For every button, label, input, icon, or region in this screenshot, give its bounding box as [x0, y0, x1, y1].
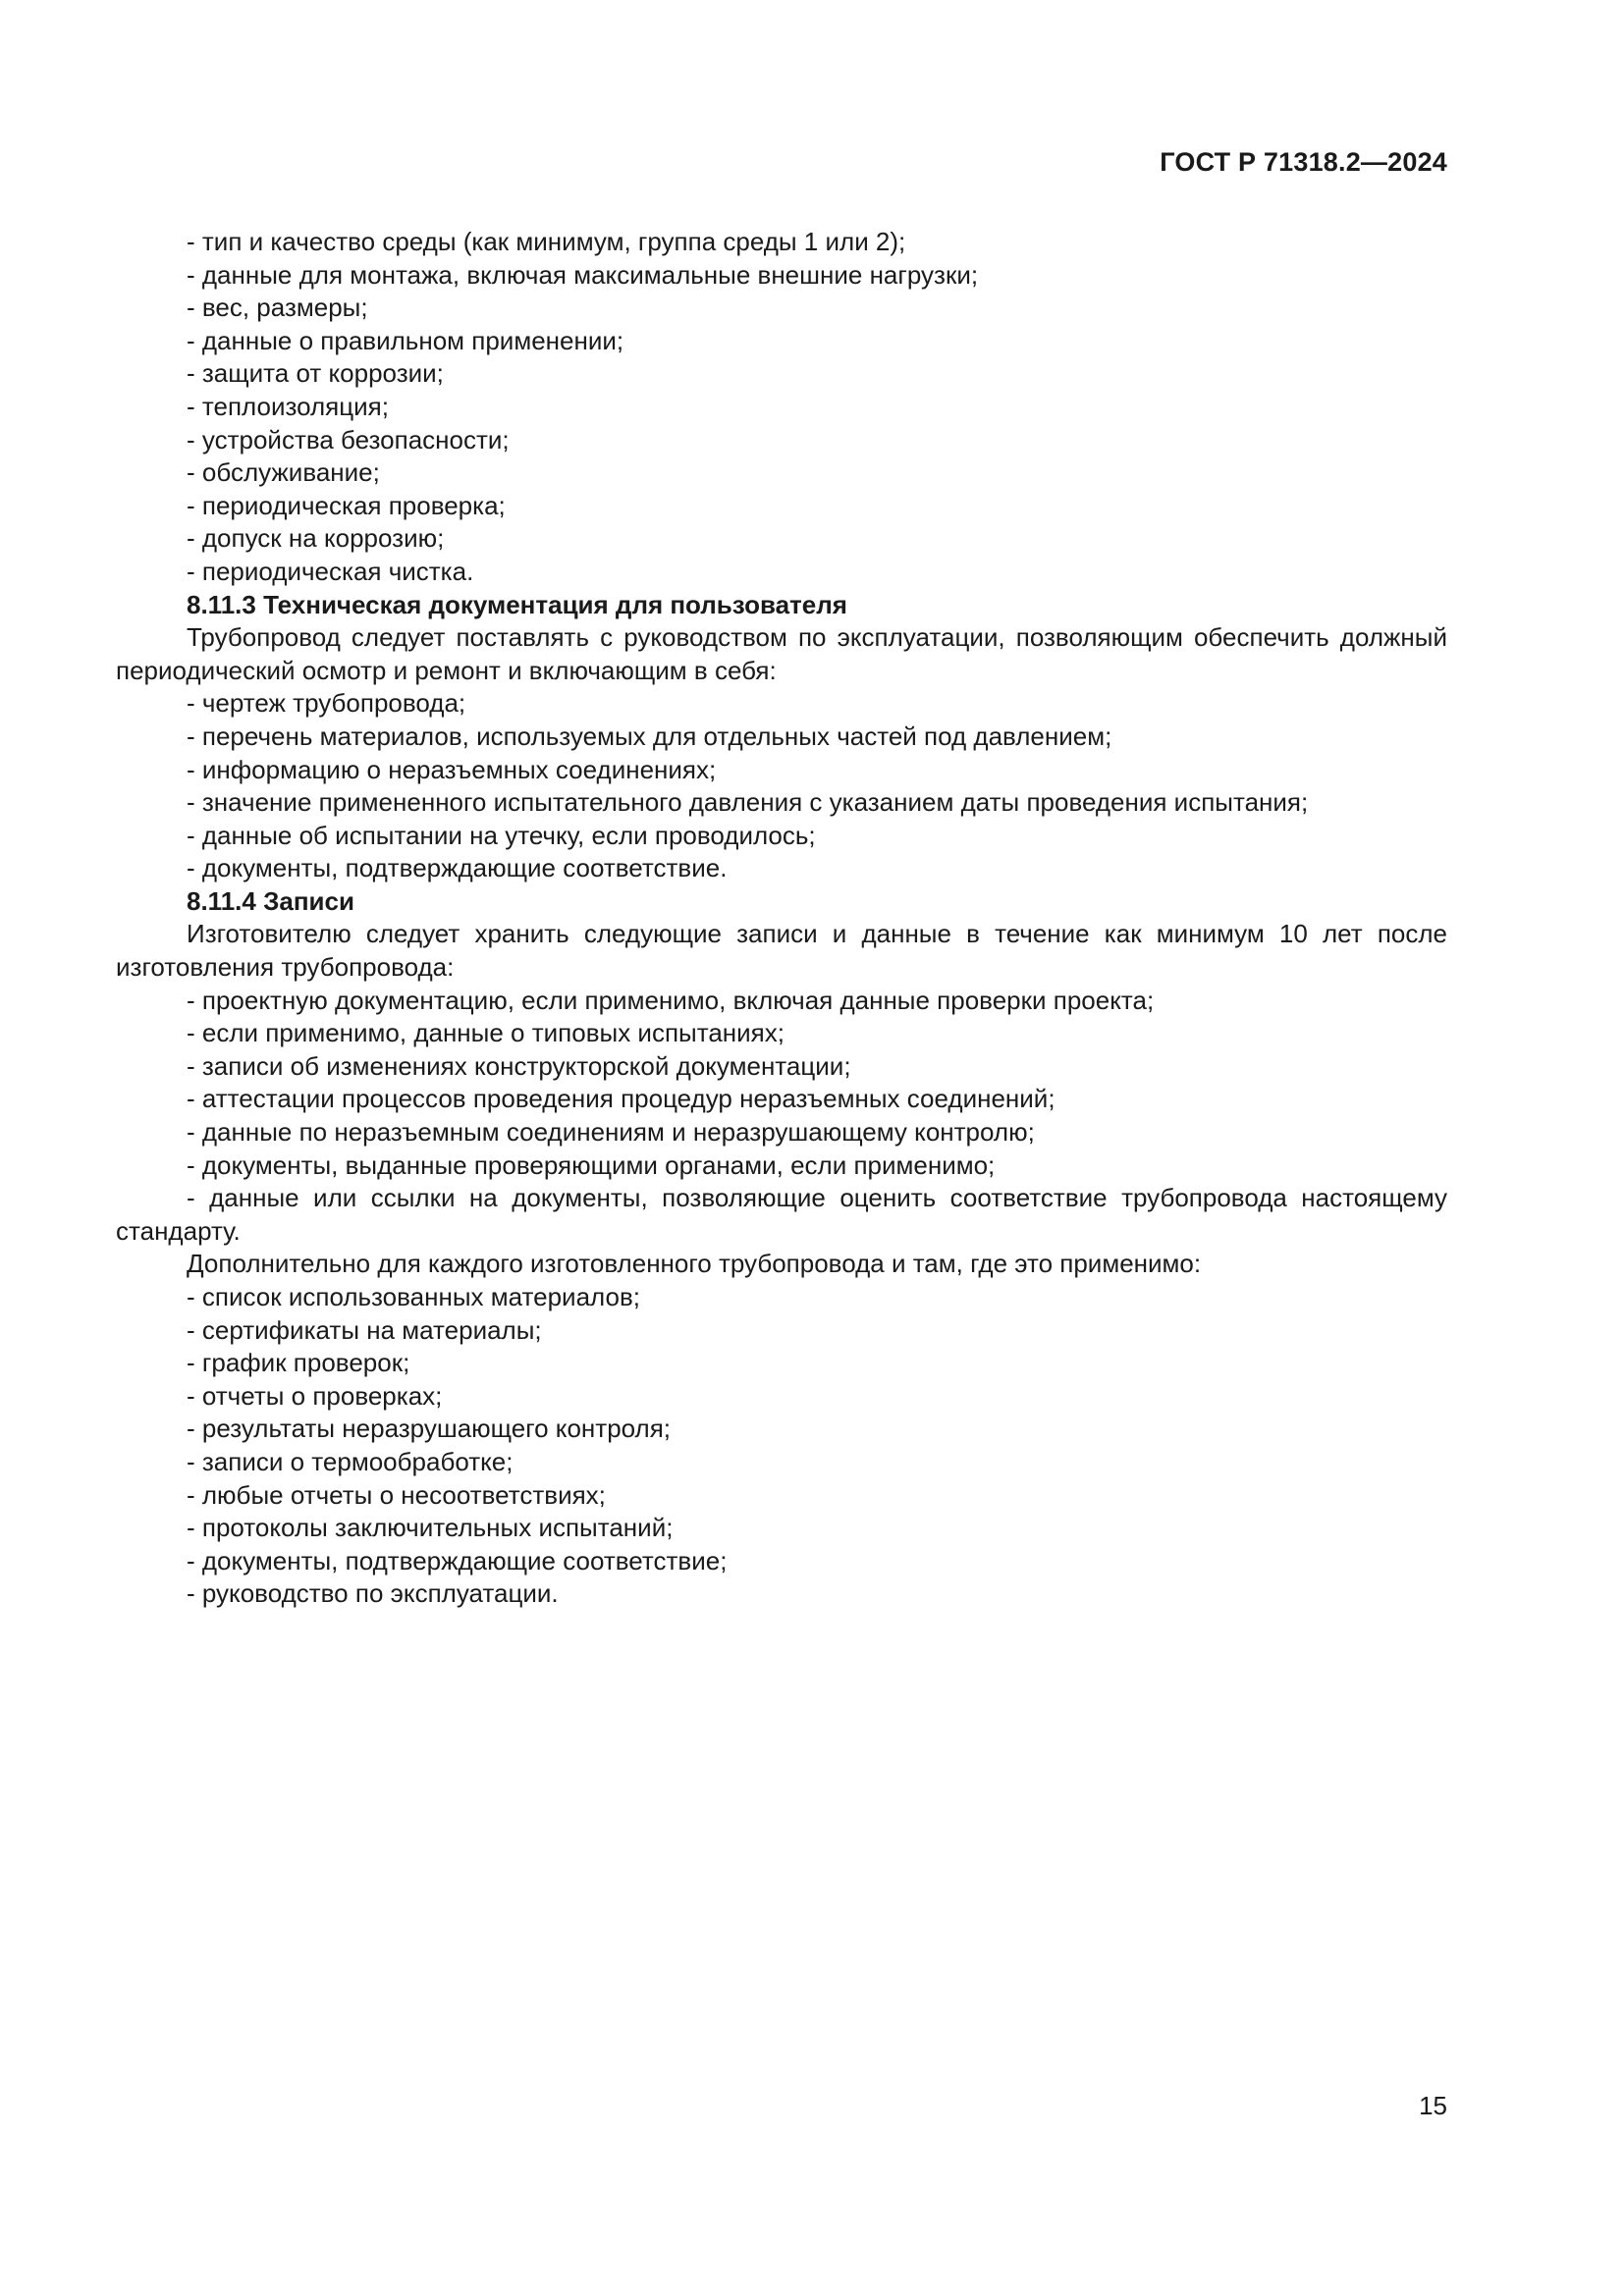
list-item: - любые отчеты о несоответствиях; [187, 1479, 606, 1510]
section-heading: 8.11.3 Техническая документация для пользователя [187, 589, 847, 619]
document-standard-id: ГОСТ Р 71318.2—2024 [1160, 147, 1447, 177]
list-item: - документы, выданные проверяющими органами, если применимо; [187, 1149, 996, 1180]
list-item: - вес, размеры; [187, 293, 368, 323]
list-item: - документы, подтверждающие соответствие. [187, 853, 728, 883]
list-item: - график проверок; [187, 1348, 410, 1378]
list-item: - записи о термообработке; [187, 1446, 514, 1476]
list-item: - отчеты о проверках; [187, 1380, 443, 1411]
list-item: - список использованных материалов; [187, 1282, 640, 1311]
list-item: - документы, подтверждающие соответствие; [187, 1545, 728, 1575]
list-item-wrapped: - данные или ссылки на документы, позволяющие оценить соответствие трубопровода настоящему стандарту. [116, 1183, 1447, 1246]
section-8-11-3 [116, 589, 1447, 885]
list-item: - защита от коррозии; [187, 358, 444, 389]
list-top [116, 226, 1447, 589]
list-item: - данные по неразъемным соединениям и неразрушающему контролю; [187, 1117, 1035, 1148]
list-item: - допуск на коррозию; [187, 523, 445, 554]
list-item: - устройства безопасности; [187, 424, 510, 454]
page-number: 15 [1419, 2091, 1447, 2120]
document-body [116, 226, 1447, 1611]
list-item: - если применимо, данные о типовых испытаниях; [187, 1018, 785, 1048]
list-item: - сертификаты на материалы; [187, 1314, 542, 1345]
list-item: - данные о правильном применении; [187, 325, 624, 355]
list-item: - проектную документацию, если применимо, включая данные проверки проекта; [187, 985, 1155, 1015]
list-item: - записи об изменениях конструкторской документации; [187, 1050, 851, 1081]
list-item: - теплоизоляция; [187, 391, 389, 421]
list-item: - периодическая чистка. [187, 556, 474, 586]
list-item: - протоколы заключительных испытаний; [187, 1513, 674, 1543]
list-item: - тип и качество среды (как минимум, группа среды 1 или 2); [187, 227, 906, 256]
list-item: - периодическая проверка; [187, 490, 506, 520]
list-item: - обслуживание; [187, 457, 380, 488]
list-item: - перечень материалов, используемых для отдельных частей под давлением; [187, 721, 1112, 751]
list-item: - значение примененного испытательного давления с указанием даты проведения испытания; [187, 787, 1309, 818]
list-item: - данные для монтажа, включая максимальные внешние нагрузки; [187, 259, 979, 290]
section-intro: Трубопровод следует поставлять с руководством по эксплуатации, позволяющим обеспечить должный периодический осмотр и ремонт и включающим в себя: [116, 622, 1447, 685]
list-item: - аттестации процессов проведения процедур неразъемных соединений; [187, 1084, 1056, 1114]
additional-intro: Дополнительно для каждого изготовленного трубопровода и там, где это применимо: [187, 1249, 1202, 1279]
list-item: - результаты неразрушающего контроля; [187, 1414, 672, 1444]
list-item: - данные об испытании на утечку, если проводилось; [187, 820, 816, 850]
list-item: - информацию о неразъемных соединениях; [187, 754, 717, 784]
section-heading: 8.11.4 Записи [187, 885, 354, 916]
list-item: - чертеж трубопровода; [187, 688, 466, 719]
section-8-11-4 [116, 885, 1447, 1611]
section-intro: Изготовителю следует хранить следующие записи и данные в течение как минимум 10 лет после изготовления трубопровода: [116, 919, 1447, 983]
list-item: - руководство по эксплуатации. [187, 1578, 559, 1609]
